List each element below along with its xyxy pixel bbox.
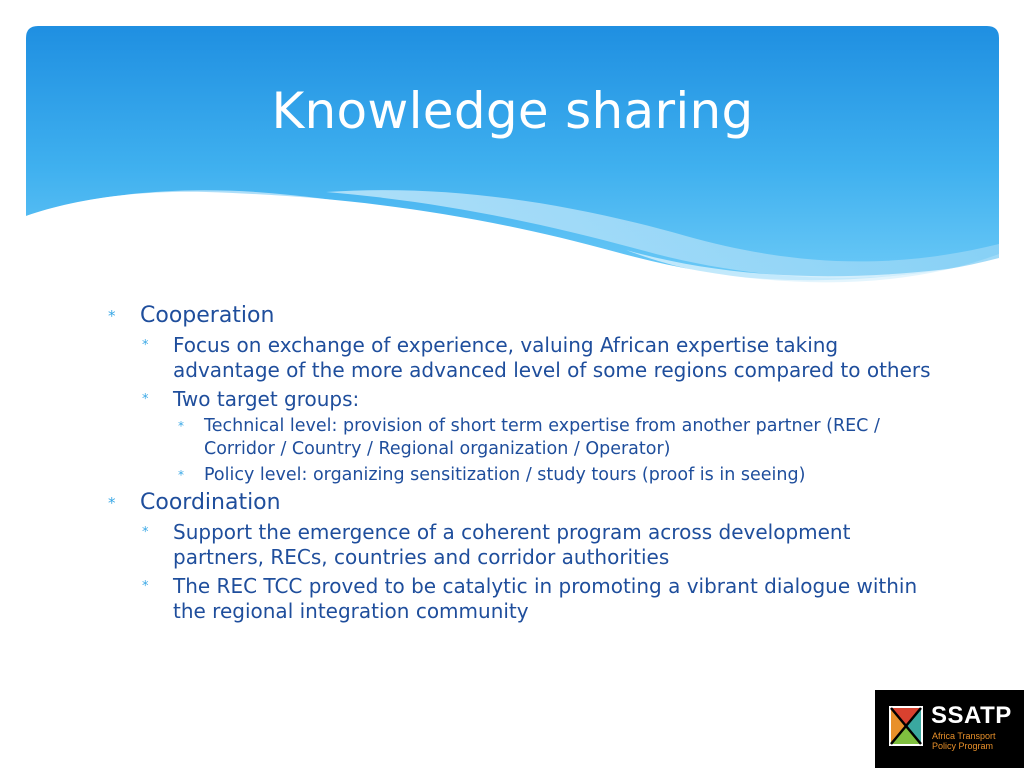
ssatp-logo-mark-icon [889, 706, 923, 746]
bullet-asterisk-icon: * [108, 307, 116, 325]
bullet-level2-item [104, 574, 944, 624]
bullet-text: Coordination [140, 490, 281, 515]
bullet-asterisk-icon: * [108, 494, 116, 512]
ssatp-logo [875, 690, 1024, 768]
bullet-level2-item [104, 333, 944, 383]
bullet-level2-item [104, 387, 944, 412]
bullet-asterisk-icon: * [142, 579, 149, 594]
bullet-level1-item [104, 490, 944, 516]
bullet-level1-item [104, 303, 944, 329]
bullet-asterisk-icon: * [142, 338, 149, 353]
bullet-level2-item [104, 520, 944, 570]
bullet-asterisk-icon: * [178, 419, 184, 433]
bullet-list [104, 300, 944, 624]
bullet-level3-item [104, 415, 944, 461]
bullet-text: Technical level: provision of short term expertise from another partner (REC / Corridor / Country / Regional organization / Operator) [204, 416, 880, 459]
bullet-level3-item [104, 464, 944, 487]
bullet-text: Cooperation [140, 303, 275, 328]
title-area [26, 26, 999, 196]
bullet-asterisk-icon: * [142, 392, 149, 407]
slide-title: Knowledge sharing [271, 82, 754, 140]
bullet-text: Focus on exchange of experience, valuing African expertise taking advantage of the more advanced level of some regions compared to others [173, 333, 931, 382]
bullet-text: Two target groups: [173, 387, 360, 411]
logo-name: SSATP [931, 702, 1012, 729]
bullet-text: Support the emergence of a coherent program across development partners, RECs, countries and corridor authorities [173, 520, 851, 569]
bullet-asterisk-icon: * [142, 525, 149, 540]
bullet-text: Policy level: organizing sensitization / study tours (proof is in seeing) [204, 465, 806, 485]
logo-subtitle-line2: Policy Program [932, 741, 994, 751]
logo-subtitle-line1: Africa Transport [932, 731, 996, 741]
bullet-asterisk-icon: * [178, 468, 184, 482]
bullet-text: The REC TCC proved to be catalytic in promoting a vibrant dialogue within the regional integration community [173, 574, 918, 623]
